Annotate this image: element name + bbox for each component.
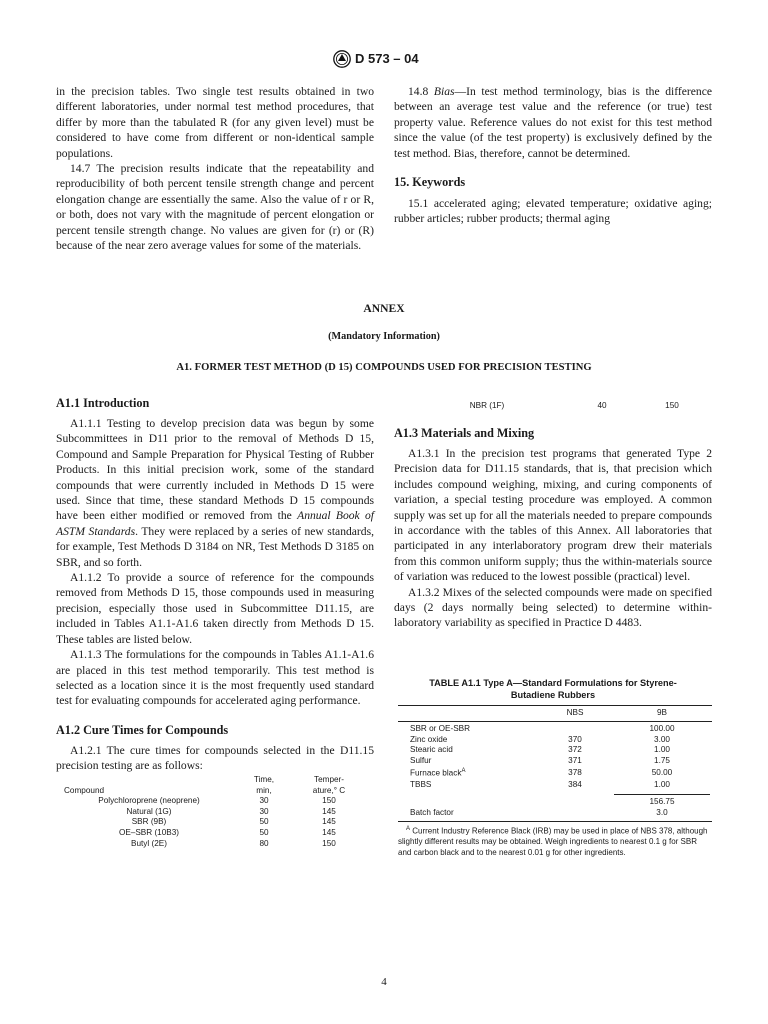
table-row: [410, 766, 710, 779]
paragraph-14-8: [394, 84, 712, 161]
table-row: [64, 817, 364, 828]
precision-paragraph-continued: in the precision tables. Two single test results obtained in two different laboratories, under normal test method procedures, that differ by more than the tabulated R (for any given level) must be considered to have come from different or non-identical sample populations.: [56, 85, 374, 160]
total-value: 156.75: [649, 797, 675, 806]
paragraph-a1-2-1: A1.2.1 The cure times for compounds selected in the D11.15 precision testing are as follows:: [56, 743, 374, 773]
paragraph-a1-3-1: A1.3.1 In the precision test programs that generated Type 2 Precision data for D11.15 standards, that is, that precision which includes compound weighing, mixing, and curing components of variation, a special testing procedure was employed. A common supply was set up for all the materials needed to prepare compounds in accordance with the tables of this Annex. All laboratories that participated in any interlaboratory program drew their materials from this common uniform supply; thus the within-materials source of variation was reduced to the lowest possible (practical) level.: [394, 447, 712, 584]
table-header-rule: [398, 721, 712, 722]
nbs-cell: 370: [568, 734, 582, 744]
table-top-rule: [398, 705, 712, 706]
page-header: [333, 50, 453, 70]
time-cell: 50: [259, 827, 269, 837]
cure-table-header-1: [64, 775, 364, 786]
paragraph-a1-1-3: A1.1.3 The formulations for the compounds in Tables A1.1-A1.6 are placed in this test method temporarily. This test method is selected as a location since it is the most frequently used standard test for evaluating compounds for accelerated aging performance.: [56, 648, 374, 708]
right-column-annex: [394, 426, 712, 631]
bias-text: —In test method terminology, bias is the difference between an average test value and the reference (or true) test property value. Reference values do not exist for this test method since the value (of the test property) is exclusively defined by the test method. Bias, therefore, cannot be determined.: [394, 85, 713, 160]
a1-1-1-text-a: A1.1.1 Testing to develop precision data was begun by some Subcommittees in D11 prior to the removal of Methods D 15, Compound and Sample Preparation for Physical Testing of Rubber Products. In this initial precision work, some of the standard compounds that were currently included in Methods D 15 were used. Since that time, these standard Methods D 15 compounds have been either modified or removed from the: [56, 417, 374, 523]
compound-cell: Polychloroprene (neoprene): [98, 796, 200, 806]
table-row: [410, 780, 710, 791]
table-a1-1-title: [394, 678, 712, 701]
temp-cell: 145: [322, 827, 336, 837]
time-cell: 30: [259, 796, 269, 806]
left-column-annex: [56, 396, 374, 774]
table-footnote: [398, 824, 712, 858]
col-time-label-1: Time,: [253, 775, 275, 784]
time-cell: 80: [259, 838, 269, 848]
keywords-heading: 15. Keywords: [394, 175, 466, 190]
time-cell: 30: [259, 806, 269, 816]
col-9b-label: 9B: [656, 708, 667, 717]
temp-cell: 150: [665, 401, 679, 410]
footnote-superscript: A: [461, 768, 466, 775]
compound-cell: OE–SBR (10B3): [118, 827, 180, 837]
bias-number: 14.8: [408, 85, 434, 98]
col-compound-label: Compound: [64, 785, 105, 795]
table-row: [410, 808, 710, 819]
nbs-cell: 378: [568, 767, 582, 777]
value-cell: 3.00: [654, 734, 670, 744]
table-row: [410, 756, 710, 767]
batch-factor-value: 3.0: [656, 808, 668, 817]
value-cell: 1.75: [654, 755, 670, 765]
table-row: [64, 839, 364, 850]
temp-cell: 145: [322, 817, 336, 827]
table-row: [410, 745, 710, 756]
paragraph-a1-1-1: [56, 416, 374, 570]
compound-cell: Butyl (2E): [131, 838, 167, 848]
value-cell: 100.00: [649, 724, 675, 733]
nbs-cell: 372: [568, 745, 582, 755]
designation: D 573 – 04: [355, 51, 419, 66]
table-a1-1: [410, 708, 710, 719]
bias-term: Bias: [433, 85, 455, 98]
cure-times-table: [64, 775, 364, 849]
ingredient-cell: SBR or OE-SBR: [410, 724, 471, 733]
table-a1-1-header: [410, 708, 710, 719]
table-a1-1-title-line-1: TABLE A1.1 Type A—Standard Formulations for Styrene-: [429, 678, 677, 688]
paragraph-a1-3-2: A1.3.2 Mixes of the selected compounds were made on specified days (2 days normally being selected) to determine within-laboratory variability as specified in Practice D 4483.: [394, 585, 712, 630]
value-cell: 1.00: [654, 779, 670, 789]
annex-title: ANNEX: [363, 302, 405, 315]
a1-3-heading: A1.3 Materials and Mixing: [394, 426, 535, 440]
table-row: [64, 807, 364, 818]
ingredient-cell: [410, 766, 536, 779]
ingredient-cell: Sulfur: [410, 755, 432, 765]
temp-cell: 150: [322, 796, 336, 806]
ingredient-cell: Zinc oxide: [410, 734, 448, 744]
paragraph-14-7: 14.7 The precision results indicate that the repeatability and reproducibility of both percent tensile strength change and percent elongation change are essentially the same. Also the value of r or R, or both, does not vary with the magnitude of percent elongation or percent tensile strength change. No values are given for (r) or (R) because of the near zero average values for some of the materials.: [56, 162, 374, 253]
compound-cell: NBR (1F): [469, 401, 505, 410]
ingredient-name: Furnace black: [410, 769, 462, 779]
table-row: [410, 724, 710, 735]
temp-cell: 150: [322, 838, 336, 848]
annex-subtitle: (Mandatory Information): [328, 331, 440, 342]
table-row: [64, 796, 364, 807]
right-column-top: [394, 84, 712, 227]
a1-2-heading: A1.2 Cure Times for Compounds: [56, 722, 229, 737]
page-number: 4: [381, 976, 387, 988]
cure-table-header-2: [64, 786, 364, 797]
table-row: [410, 735, 710, 746]
astm-logo-icon: [333, 50, 351, 68]
col-nbs-label: NBS: [566, 708, 584, 717]
col-time-label-2: min,: [256, 785, 272, 795]
ingredient-cell: TBBS: [410, 779, 432, 789]
col-temp-label-2: ature,° C: [312, 785, 346, 795]
a1-1-1-text-b: . They were replaced by a series of new standards, for example, Test Methods D 3184 on NR, Test Methods D 3185 on SBR, and so forth.: [56, 524, 374, 569]
ingredient-cell: Stearic acid: [410, 745, 453, 755]
table-row: [64, 828, 364, 839]
col-temp-label-1: Temper-: [313, 775, 345, 784]
nbs-cell: 371: [568, 755, 582, 765]
table-bottom-rule: [398, 821, 712, 822]
time-cell: 40: [597, 401, 607, 410]
a1-1-heading: A1.1 Introduction: [56, 396, 150, 410]
footnote-text: Current Industry Reference Black (IRB) may be used in place of NBS 378, although slightly different results may be obtained. Weigh ingredients to nearest 0.1 g for SBR and carbon black and to the nearest 0.01 g for other ingredients.: [398, 826, 708, 857]
keywords-text: 15.1 accelerated aging; elevated temperature; oxidative aging; rubber articles; rubber products; thermal aging: [394, 197, 712, 226]
compound-cell: SBR (9B): [131, 817, 167, 827]
nbs-cell: 384: [568, 779, 582, 789]
annual-book-title: Annual Book of ASTM Standards: [56, 509, 374, 538]
nbs-cell: [536, 724, 614, 735]
table-row: [402, 401, 712, 412]
time-cell: 50: [259, 817, 269, 827]
value-cell: 50.00: [651, 767, 673, 777]
temp-cell: 145: [322, 806, 336, 816]
left-column-top: [56, 84, 374, 253]
table-a1-1-body: [410, 724, 710, 790]
compound-cell: Natural (1G): [126, 806, 172, 816]
batch-factor-row: [410, 808, 710, 819]
batch-factor-label: Batch factor: [410, 808, 454, 817]
cure-times-table-continued: [402, 401, 712, 412]
paragraph-a1-1-2: A1.1.2 To provide a source of reference for the compounds removed from Methods D 15, those compounds used in measuring precision, especially those used in Subcommittee D11.15, are included in Tables A1.1-A1.6 taken directly from Methods D 15. These tables are listed below.: [56, 571, 374, 646]
total-rule: [614, 794, 710, 795]
footnote-mark: A: [406, 826, 411, 832]
annex-section-title: A1. FORMER TEST METHOD (D 15) COMPOUNDS USED FOR PRECISION TESTING: [176, 362, 592, 373]
table-a1-1-title-line-2: Butadiene Rubbers: [510, 689, 596, 700]
value-cell: 1.00: [654, 745, 670, 755]
